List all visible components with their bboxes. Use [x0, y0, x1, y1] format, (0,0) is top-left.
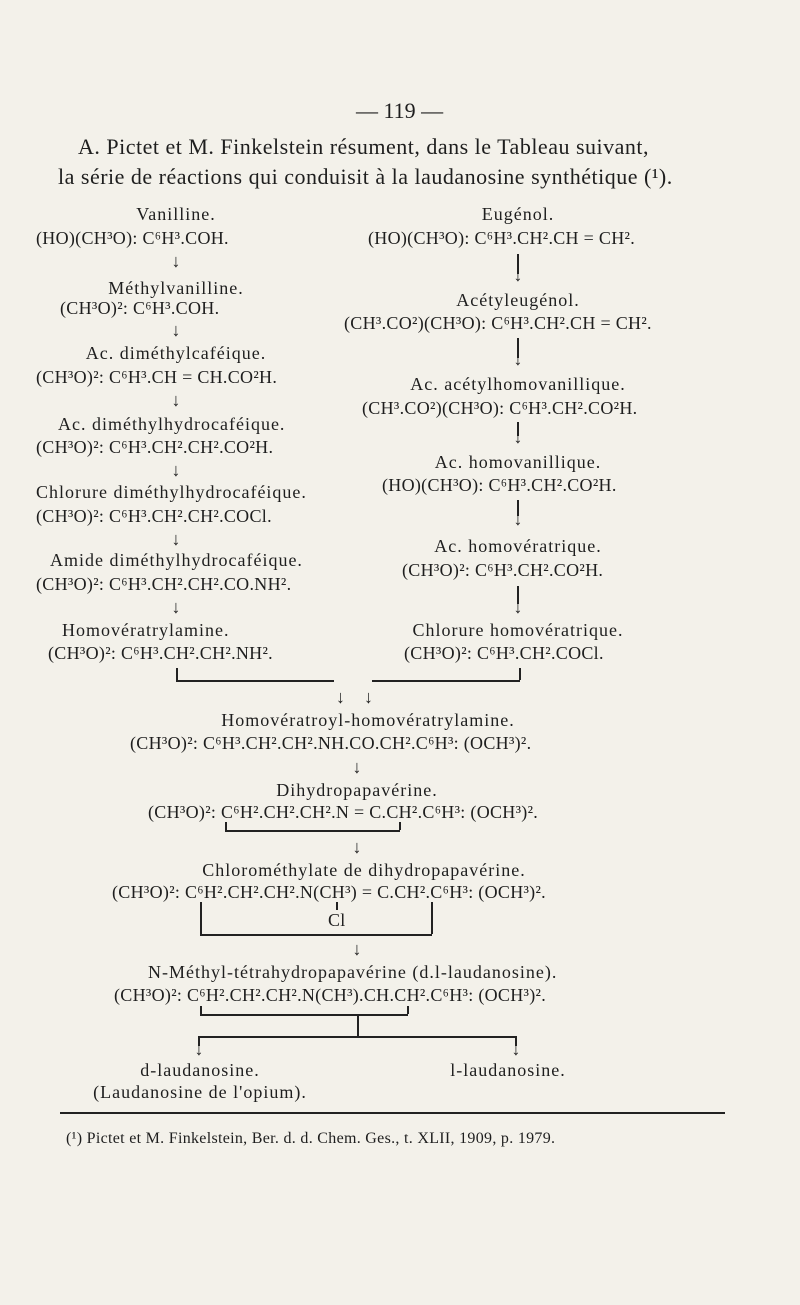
right-compound-formula: (CH³.CO²)(CH³O): C⁶H³.CH².CH = CH². [344, 313, 652, 333]
left-compound-formula: (HO)(CH³O): C⁶H³.COH. [36, 228, 229, 248]
down-arrow-icon: ↓ [171, 320, 181, 340]
down-arrow-icon: ↓ [513, 427, 523, 447]
ring-bracket [399, 822, 401, 830]
left-compound-formula: (CH³O)²: C⁶H³.CH = CH.CO²H. [36, 367, 278, 387]
down-arrow-icon: ↓ [171, 390, 181, 410]
right-compound-formula: (HO)(CH³O): C⁶H³.CH².CH = CH². [368, 228, 636, 248]
left-compound-name: Méthylvanilline. [108, 278, 244, 298]
merge-bracket [176, 680, 334, 682]
intro-line-2: la série de réactions qui conduisit à la laudanosine synthétique (¹). [58, 164, 673, 189]
right-compound-name: Acétyleugénol. [456, 290, 580, 310]
down-arrow-icon: ↓ [171, 529, 181, 549]
right-compound-name: Chlorure homovératrique. [412, 620, 624, 640]
down-arrow-icon: ↓ [194, 1039, 204, 1059]
chloride-label: Cl [328, 910, 346, 930]
down-arrow-icon: ↓ [364, 687, 373, 707]
down-arrow-icon: ↓ [171, 251, 181, 271]
merge-bracket [372, 680, 520, 682]
center-compound-name: Chlorométhylate de dihydropapavérine. [202, 860, 526, 880]
ring-bracket [200, 902, 202, 934]
footnote-rule [60, 1112, 725, 1114]
down-arrow-icon: ↓ [511, 1039, 521, 1059]
ring-bracket [431, 902, 433, 934]
right-compound-formula: (CH³O)²: C⁶H³.CH².COCl. [404, 643, 604, 663]
down-arrow-icon: ↓ [513, 597, 523, 617]
center-compound-formula: (CH³O)²: C⁶H².CH².CH².N(CH³) = C.CH².C⁶H³: (OCH³)². [112, 882, 546, 902]
down-arrow-icon: ↓ [336, 687, 345, 707]
l-laudanosine-name: l-laudanosine. [450, 1060, 566, 1080]
right-compound-name: Eugénol. [481, 204, 555, 224]
down-arrow-icon: ↓ [513, 509, 523, 529]
center-compound-formula: (CH³O)²: C⁶H³.CH².CH².NH.CO.CH².C⁶H³: (OCH³)². [130, 733, 532, 753]
merge-bracket [519, 668, 521, 680]
left-compound-name: Chlorure diméthylhydrocaféique. [36, 482, 307, 502]
down-arrow-icon: ↓ [352, 757, 362, 777]
left-compound-formula: (CH³O)²: C⁶H³.CH².CH².CO²H. [36, 437, 274, 457]
right-compound-formula: (CH³.CO²)(CH³O): C⁶H³.CH².CO²H. [362, 398, 638, 418]
ring-bracket [225, 822, 227, 830]
right-compound-formula: (HO)(CH³O): C⁶H³.CH².CO²H. [382, 475, 617, 495]
resolution-bracket [198, 1036, 516, 1038]
ring-bracket [200, 934, 432, 936]
resolution-bracket [357, 1016, 359, 1036]
center-compound-name: Homovératroyl-homovératrylamine. [221, 710, 515, 730]
left-compound-name: Amide diméthylhydrocaféique. [50, 550, 303, 570]
right-compound-name: Ac. acétylhomovanillique. [410, 374, 626, 394]
center-compound-name: Dihydropapavérine. [276, 780, 438, 800]
down-arrow-icon: ↓ [171, 597, 181, 617]
down-arrow-icon: ↓ [513, 265, 523, 285]
d-laudanosine-note: (Laudanosine de l'opium). [93, 1082, 307, 1102]
down-arrow-icon: ↓ [352, 939, 362, 959]
ring-bracket [225, 830, 400, 832]
down-arrow-icon: ↓ [513, 349, 523, 369]
intro-line-1: A. Pictet et M. Finkelstein résument, dans le Tableau suivant, [78, 134, 650, 159]
footnote: (¹) Pictet et M. Finkelstein, Ber. d. d. Chem. Ges., t. XLII, 1909, p. 1979. [66, 1130, 556, 1147]
right-compound-name: Ac. homovératrique. [434, 536, 602, 556]
d-laudanosine-name: d-laudanosine. [140, 1060, 260, 1080]
ring-bracket [200, 1006, 202, 1014]
right-compound-name: Ac. homovanillique. [434, 452, 602, 472]
center-compound-formula: (CH³O)²: C⁶H².CH².CH².N(CH³).CH.CH².C⁶H³: (OCH³)². [114, 985, 547, 1005]
left-compound-formula: (CH³O)²: C⁶H³.CH².CH².NH². [48, 643, 273, 663]
chloride-bond [336, 902, 338, 910]
center-compound-name: N-Méthyl-tétrahydropapavérine (d.l-laudanosine). [148, 962, 558, 982]
left-compound-name: Ac. diméthylcaféique. [85, 343, 267, 363]
page-number: — 119 — [356, 98, 444, 123]
left-compound-formula: (CH³O)²: C⁶H³.CH².CH².COCl. [36, 506, 272, 526]
down-arrow-icon: ↓ [352, 837, 362, 857]
ring-bracket [407, 1006, 409, 1014]
left-compound-name: Ac. diméthylhydrocaféique. [58, 414, 286, 434]
ring-bracket [200, 1014, 408, 1016]
right-compound-formula: (CH³O)²: C⁶H³.CH².CO²H. [402, 560, 604, 580]
left-compound-name: Homovératrylamine. [62, 620, 230, 640]
left-compound-name: Vanilline. [136, 204, 216, 224]
merge-bracket [176, 668, 178, 680]
down-arrow-icon: ↓ [171, 460, 181, 480]
left-compound-formula: (CH³O)²: C⁶H³.CH².CH².CO.NH². [36, 574, 292, 594]
left-compound-formula: (CH³O)²: C⁶H³.COH. [60, 298, 220, 318]
center-compound-formula: (CH³O)²: C⁶H².CH².CH².N = C.CH².C⁶H³: (OCH³)². [148, 802, 539, 822]
